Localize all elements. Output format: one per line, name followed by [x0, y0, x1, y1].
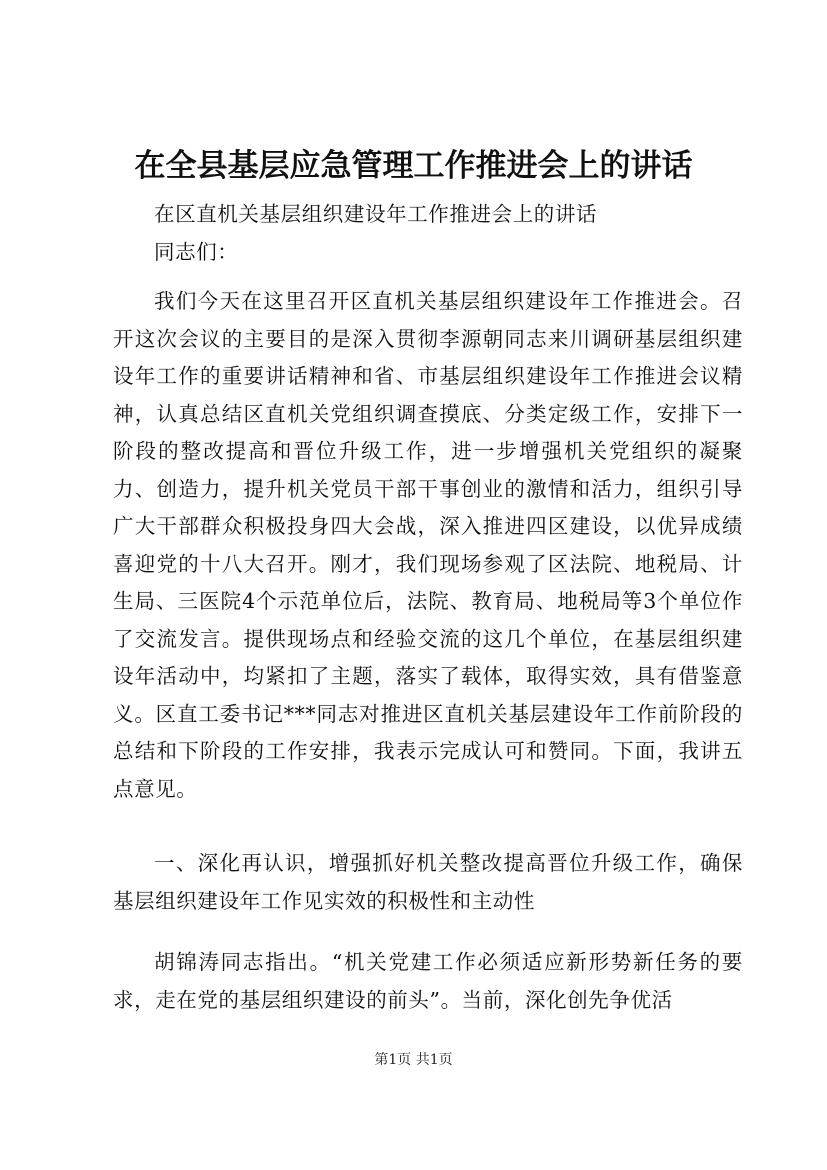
document-title: 在全县基层应急管理工作推进会上的讲话 [134, 148, 693, 184]
document-subtitle: 在区直机关基层组织建设年工作推进会上的讲话 [154, 202, 598, 226]
greeting: 同志们： [154, 240, 239, 264]
paragraph-1: 我们今天在这里召开区直机关基层组织建设年工作推进会。召开这次会议的主要目的是深入贯彻李源朝同志来川调研基层组织建设年工作的重要讲话精神和省、市基层组织建设年工作推进会议精神，认真总结区直机关党组织调查摸底、分类定级工作，安排下一阶段的整改提高和晋位升级工作，进一步增强机关党组织的凝聚力、创造力，提升机关党员干部干事创业的激情和活力，组织引导广大干部群众积极投身四大会战，深入推进四区建设，以优异成绩喜迎党的十八大召开。刚才，我们现场参观了区法院、地税局、计生局、三医院4个示范单位后，法院、教育局、地税局等3个单位作了交流发言。提供现场点和经验交流的这几个单位，在基层组织建设年活动中，均紧扣了主题，落实了载体，取得实效，具有借鉴意义。区直工委书记***同志对推进区直机关基层建设年工作前阶段的总结和下阶段的工作安排，我表示完成认可和赞同。下面，我讲五点意见。 [113, 289, 743, 801]
page-footer: 第1页 共1页 [374, 1052, 453, 1068]
section-heading-1: 一、深化再认识，增强抓好机关整改提高晋位升级工作，确保基层组织建设年工作见实效的积极性和主动性 [113, 851, 743, 913]
paragraph-2: 胡锦涛同志指出。“机关党建工作必须适应新形势新任务的要求，走在党的基层组织建设的前头”。当前，深化创先争优活 [113, 950, 743, 1012]
